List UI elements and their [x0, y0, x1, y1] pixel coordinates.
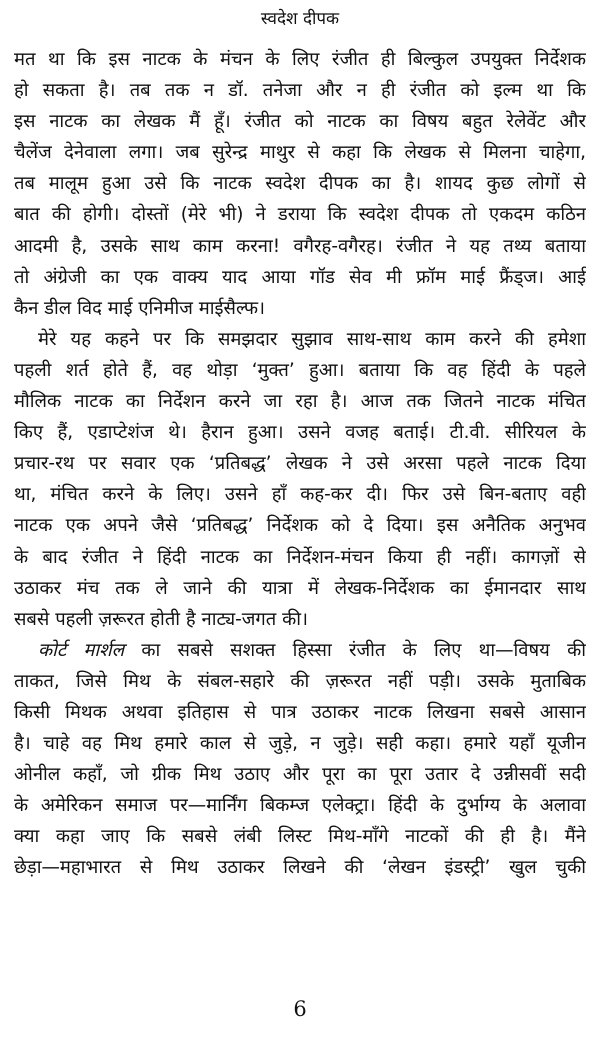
text-line: के अमेरिकन समाज पर—मार्निंग बिकम्ज एलेक्ट्रा। हिंदी के दुर्भाग्य के अलावा [14, 795, 586, 817]
text-line: के बाद रंजीत ने हिंदी नाटक का निर्देशन-मंचन किया ही नहीं। कागज़ों से [14, 546, 586, 568]
text-line: तब मालूम हुआ उसे कि नाटक स्वदेश दीपक का है। शायद कुछ लोगों से [14, 173, 586, 195]
text-line: किए हैं, एडाप्टेशंज थे। हैरान हुआ। उसने वजह बताई। टी.वी. सीरियल के [14, 422, 586, 444]
text-line: पहली शर्त होते हैं, वह थोड़ा ‘मुक्त’ हुआ। बताया कि वह हिंदी के पहले [14, 359, 586, 381]
text-line: मत था कि इस नाटक के मंचन के लिए रंजीत ही बिल्कुल उपयुक्त निर्देशक [14, 49, 586, 70]
text-line: ओनील कहाँ, जो ग्रीक मिथ उठाए और पूरा का पूरा उतार दे उन्नीसवीं सदी [14, 764, 586, 786]
text-line: चैलेंज देनेवाला लगा। जब सुरेन्द्र माथुर से कहा कि लेखक से मिलना चाहेगा, [14, 142, 586, 164]
text-line-rest: का सबसे सशक्त हिस्सा रंजीत के लिए था—विषय की [141, 639, 586, 661]
text-line: प्रचार-रथ पर सवार एक ‘प्रतिबद्ध’ लेखक ने उसे अरसा पहले नाटक दिया [14, 453, 586, 475]
text-line: उठाकर मंच तक ले जाने की यात्रा में लेखक-निर्देशक का ईमानदार साथ [14, 577, 586, 599]
text-line: है। चाहे वह मिथ हमारे काल से जुड़े, न जुड़े। सही कहा। हमारे यहाँ यूजीन [14, 733, 586, 755]
page-number: 6 [293, 997, 307, 1021]
text-line: बात की होगी। दोस्तों (मेरे भी) ने डराया कि स्वदेश दीपक तो एकदम कठिन [14, 204, 586, 226]
text-line: नाटक एक अपने जैसे ‘प्रतिबद्ध’ निर्देशक को दे दिया। इस अनैतिक अनुभव [14, 515, 586, 537]
text-line: आदमी है, उसके साथ काम करना! वगैरह-वगैरह। रंजीत ने यह तथ्य बताया [14, 235, 586, 257]
text-line: इस नाटक का लेखक मैं हूँ। रंजीत को नाटक का विषय बहुत रेलेवेंट और [14, 111, 586, 133]
italic-play-title: कोर्ट मार्शल [38, 639, 125, 661]
text-line: मौलिक नाटक का निर्देशन करने जा रहा है। आज तक जितने नाटक मंचित [14, 391, 586, 413]
text-line: किसी मिथक अथवा इतिहास से पात्र उठाकर नाटक लिखना सबसे आसान [14, 701, 586, 723]
text-line: तो अंग्रेजी का एक वाक्य याद आया गॉड सेव मी फ्रॉम माई फ्रैंड्ज। आई [14, 266, 586, 288]
text-line: कैन डील विद माई एनिमीज माईसैल्फ। [14, 297, 265, 319]
text-line: हो सकता है। तब तक न डॉ. तनेजा और न ही रंजीत को इल्म था कि [14, 80, 586, 102]
text-line: क्या कहा जाए कि सबसे लंबी लिस्ट मिथ-माँगे नाटकों की ही है। मैंने [14, 826, 586, 848]
text-line: छेड़ा—महाभारत से मिथ उठाकर लिखने की ‘लेखन इंडस्ट्री’ खुल चुकी [14, 857, 586, 879]
text-line: था, मंचित करने के लिए। उसने हाँ कह-कर दी। फिर उसे बिन-बताए वही [14, 484, 586, 506]
text-line: सबसे पहली ज़रूरत होती है नाट्य-जगत की। [14, 608, 308, 630]
text-line-with-title [14, 635, 586, 666]
body-text [14, 44, 586, 884]
text-line: ताकत, जिसे मिथ के संबल-सहारे की ज़रूरत नहीं पड़ी। उसके मुताबिक [14, 670, 586, 692]
text-line: मेरे यह कहने पर कि समझदार सुझाव साथ-साथ काम करने की हमेशा [38, 328, 586, 350]
running-header: स्वदेश दीपक [260, 9, 340, 29]
